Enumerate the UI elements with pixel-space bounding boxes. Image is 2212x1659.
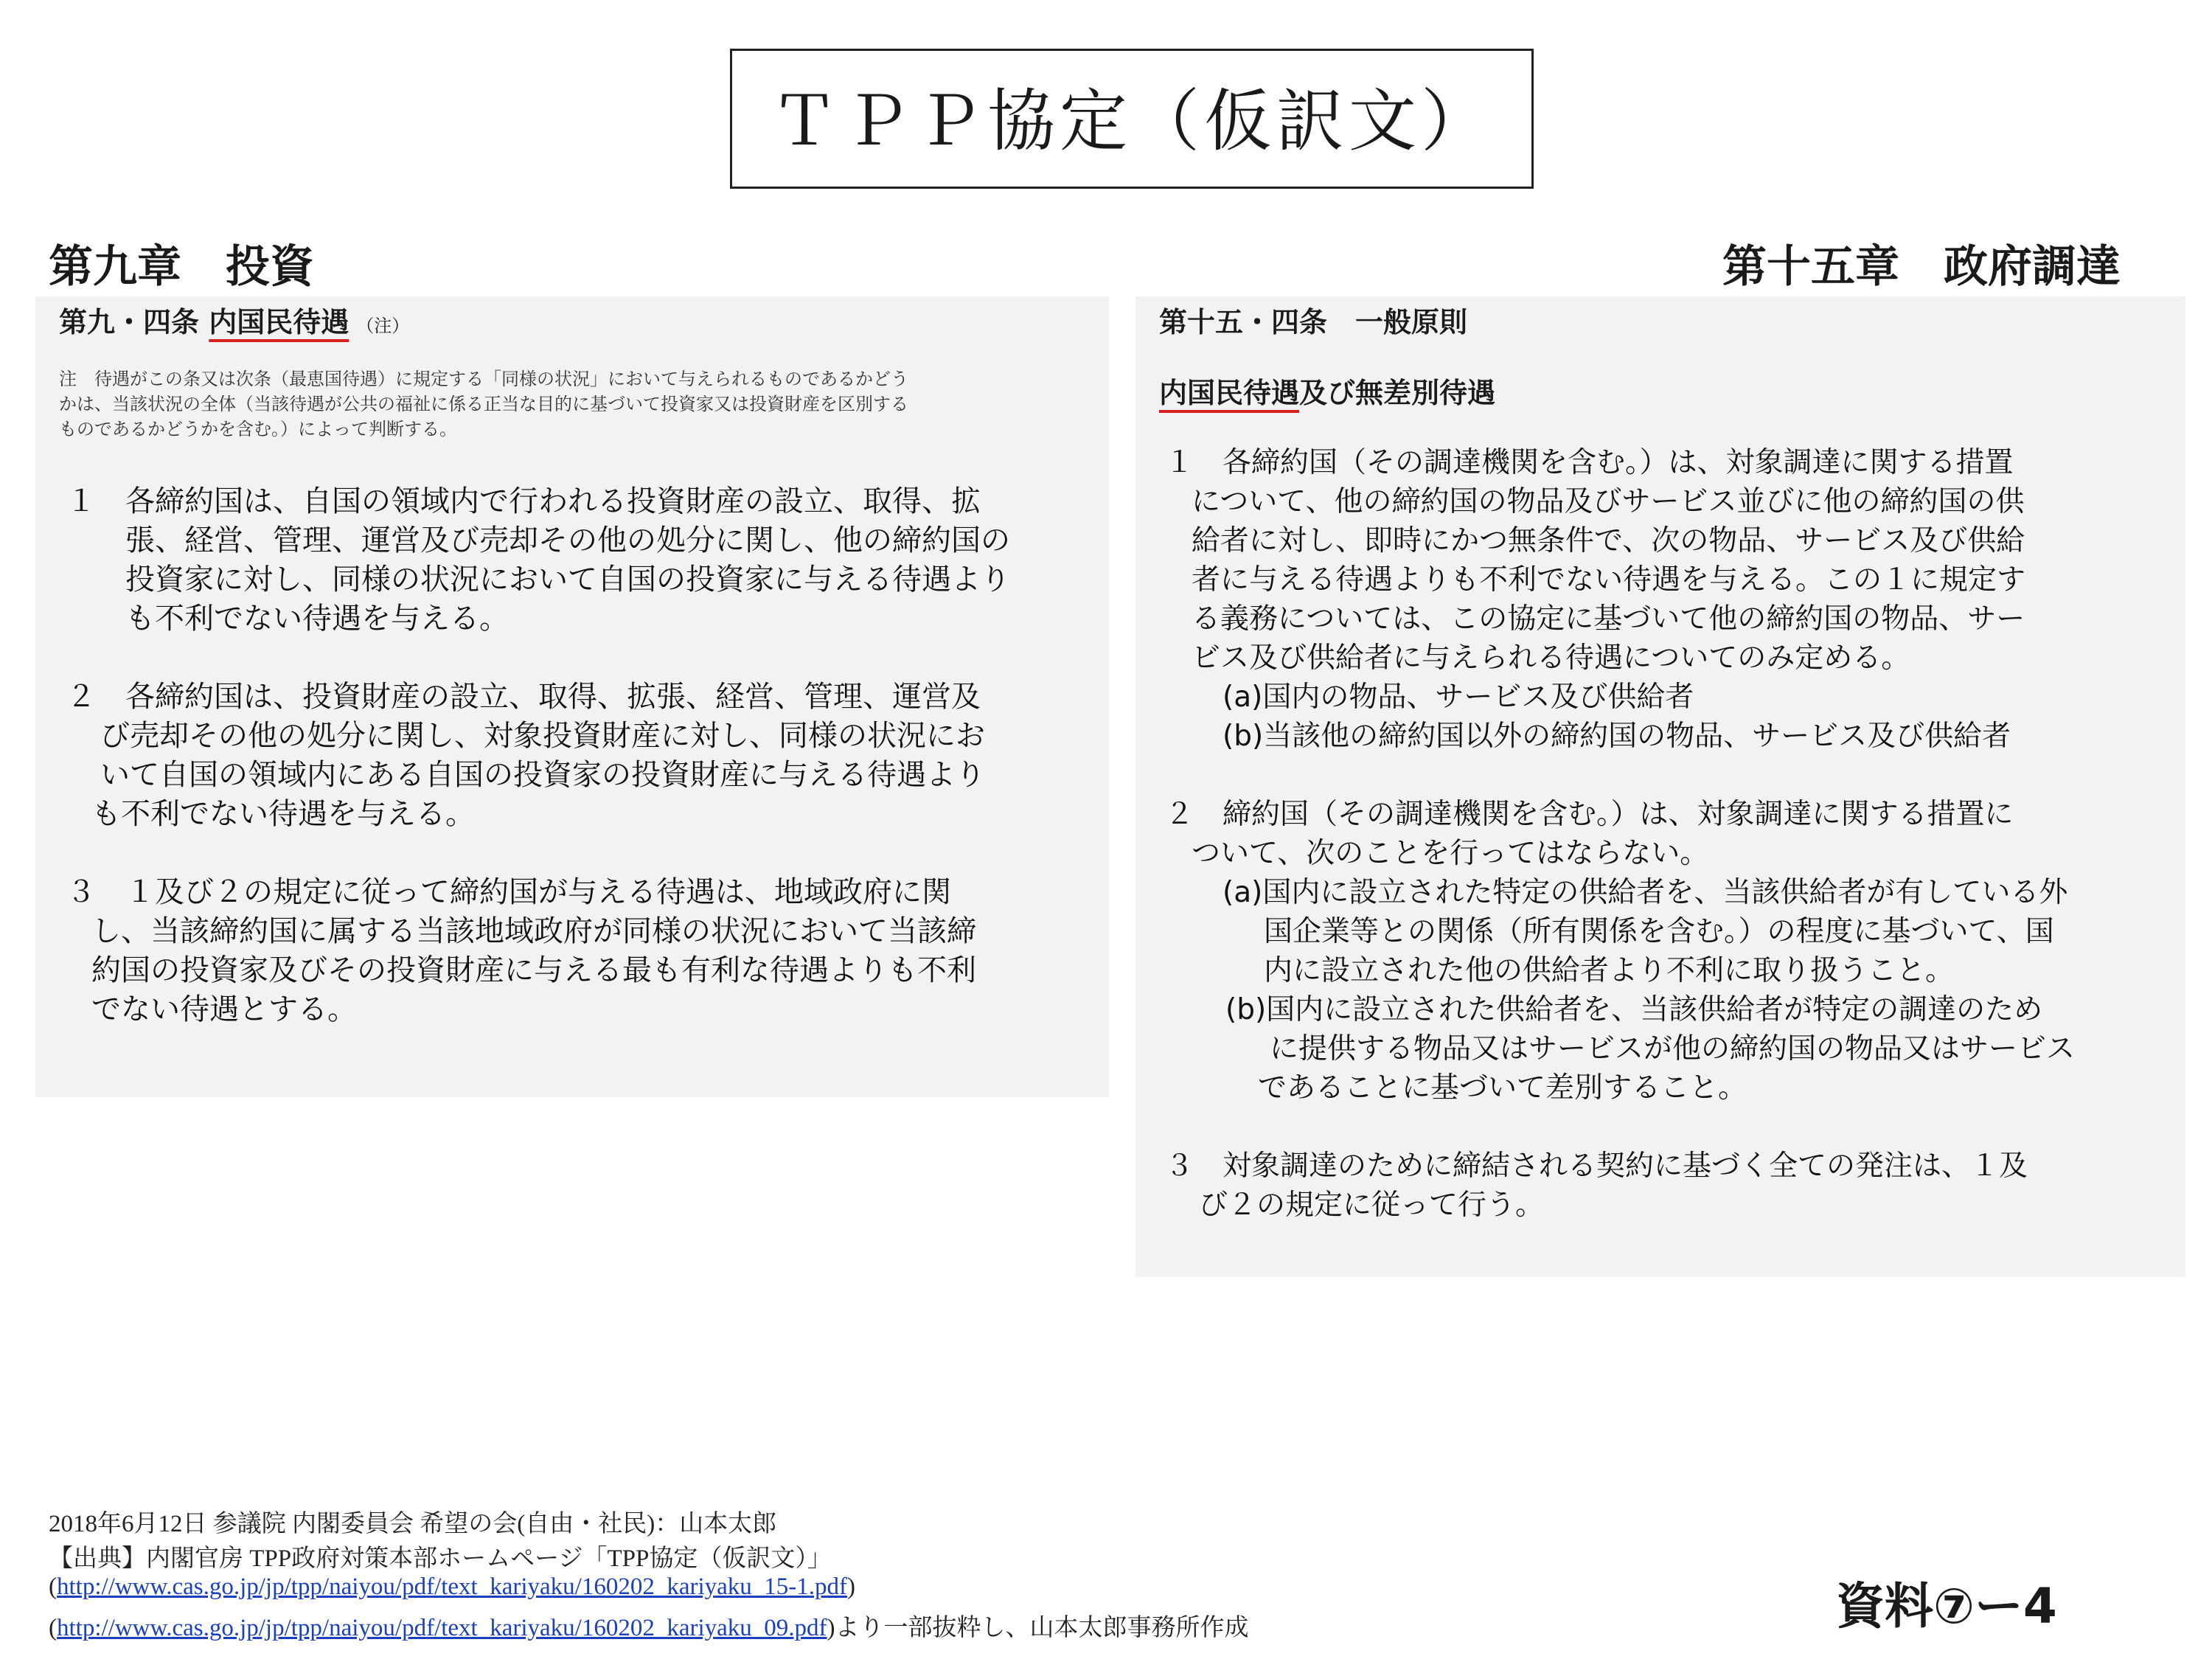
- footer-source-line: 【出典】内閣官房 TPP政府対策本部ホームページ「TPP協定（仮訳文）」: [49, 1545, 832, 1572]
- left-p1-line: も不利でない待遇を与える。: [125, 602, 509, 636]
- right-p2-item-b-line: (b)国内に設立された供給者を、当該供給者が特定の調達のため: [1225, 993, 2043, 1026]
- right-p1-item-b: (b)当該他の締約国以外の締約国の物品、サービス及び供給者: [1222, 720, 2011, 753]
- note-mark: （注）: [356, 316, 410, 336]
- right-p1-line: １ 各締約国（その調達機関を含む。）は、対象調達に関する措置: [1165, 446, 2014, 479]
- right-p2-item-a-line: 内に設立された他の供給者より不利に取り扱うこと。: [1264, 954, 1955, 987]
- source-link-15-1[interactable]: http://www.cas.go.jp/jp/tpp/naiyou/pdf/text_kariyaku/160202_kariyaku_15-1.pdf: [57, 1573, 848, 1600]
- left-p1-line: １ 各締約国は、自国の領域内で行われる投資財産の設立、取得、拡: [66, 484, 981, 518]
- title-box: [730, 49, 1534, 189]
- left-p1-line: 張、経営、管理、運営及び売却その他の処分に関し、他の締約国の: [125, 524, 1010, 557]
- left-p2-line: び売却その他の処分に関し、対象投資財産に対し、同様の状況にお: [100, 719, 985, 753]
- right-p2-item-b-line: であることに基づいて差別すること。: [1258, 1071, 1747, 1105]
- right-p1-line: 者に与える待遇よりも不利でない待遇を与える。この１に規定す: [1192, 563, 2026, 597]
- note-line: ものであるかどうかを含む。）によって判断する。: [59, 419, 457, 439]
- chapter-left-heading: 第九章 投資: [49, 241, 314, 293]
- chapter-right-heading: 第十五章 政府調達: [1722, 241, 2121, 293]
- left-p2-line: ２ 各締約国は、投資財産の設立、取得、拡張、経営、管理、運営及: [66, 680, 981, 714]
- footer-date-line: 2018年6月12日 参議院 内閣委員会 希望の会(自由・社民)：山本太郎: [49, 1511, 777, 1537]
- left-p3-line: 約国の投資家及びその投資財産に与える最も有利な待遇よりも不利: [91, 953, 976, 987]
- page-title: ＴＰＰ協定（仮訳文）: [770, 82, 1493, 161]
- right-article-heading: 第十五・四条 一般原則: [1159, 306, 1468, 338]
- left-p1-line: 投資家に対し、同様の状況において自国の投資家に与える待遇より: [125, 563, 1010, 597]
- note-line: かは、当該状況の全体（当該待遇が公共の福祉に係る正当な目的に基づいて投資家又は投資財産を区別する: [59, 394, 908, 414]
- right-p1-item-a: (a)国内の物品、サービス及び供給者: [1222, 681, 1694, 714]
- note-line: 注 待遇がこの条又は次条（最恵国待遇）に規定する「同様の状況」において与えられるものであるかどう: [59, 369, 908, 389]
- left-p3-line: でない待遇とする。: [91, 992, 357, 1026]
- paren-open: (: [49, 1573, 57, 1600]
- right-p2-item-a-line: (a)国内に設立された特定の供給者を、当該供給者が有している外: [1222, 876, 2068, 909]
- right-p1-line: 給者に対し、即時にかつ無条件で、次の物品、サービス及び供給: [1192, 524, 2025, 557]
- left-p2-line: も不利でない待遇を与える。: [91, 797, 475, 831]
- right-p2-item-b-line: に提供する物品又はサービスが他の締約国の物品又はサービス: [1270, 1032, 2076, 1065]
- right-p1-line: る義務については、この協定に基づいて他の締約国の物品、サー: [1192, 602, 2025, 636]
- right-p3-line: び２の規定に従って行う。: [1199, 1189, 1545, 1222]
- right-subheading: [1159, 370, 1495, 411]
- right-p2-line: ついて、次のことを行ってはならない。: [1192, 837, 1709, 870]
- footer-url-line-1: [49, 1573, 855, 1601]
- footer-suffix: )より一部抜粋し、山本太郎事務所作成: [827, 1615, 1249, 1641]
- left-p3-line: ３ １及び２の規定に従って締約国が与える待遇は、地域政府に関: [66, 875, 951, 909]
- left-p3-line: し、当該締約国に属する当該地域政府が同様の状況において当該締: [91, 914, 976, 948]
- right-p2-line: ２ 締約国（その調達機関を含む。）は、対象調達に関する措置に: [1165, 798, 2014, 831]
- right-p1-line: について、他の締約国の物品及びサービス並びに他の締約国の供: [1192, 485, 2025, 518]
- left-article-title: 内国民待遇: [209, 306, 349, 338]
- left-p2-line: いて自国の領域内にある自国の投資家の投資財産に与える待遇より: [100, 758, 985, 792]
- right-p1-line: ビス及び供給者に与えられる待遇についてのみ定める。: [1192, 641, 1910, 675]
- right-subheading-underlined: 内国民待遇: [1159, 377, 1300, 409]
- left-article-prefix: 第九・四条: [59, 306, 200, 338]
- right-p3-line: ３ 対象調達のために締結される契約に基づく全ての発注は、１及: [1165, 1150, 2028, 1183]
- left-article-heading: [59, 299, 409, 340]
- right-p2-item-a-line: 国企業等との関係（所有関係を含む。）の程度に基づいて、国: [1264, 915, 2054, 948]
- footer-url-line-2: [49, 1608, 1249, 1643]
- reference-label: 資料⑦ー4: [1836, 1578, 2057, 1635]
- source-link-09[interactable]: http://www.cas.go.jp/jp/tpp/naiyou/pdf/text_kariyaku/160202_kariyaku_09.pdf: [57, 1615, 827, 1641]
- paren-open: (: [49, 1615, 57, 1641]
- right-subheading-rest: 及び無差別待遇: [1299, 377, 1496, 409]
- paren-close: ): [847, 1573, 856, 1600]
